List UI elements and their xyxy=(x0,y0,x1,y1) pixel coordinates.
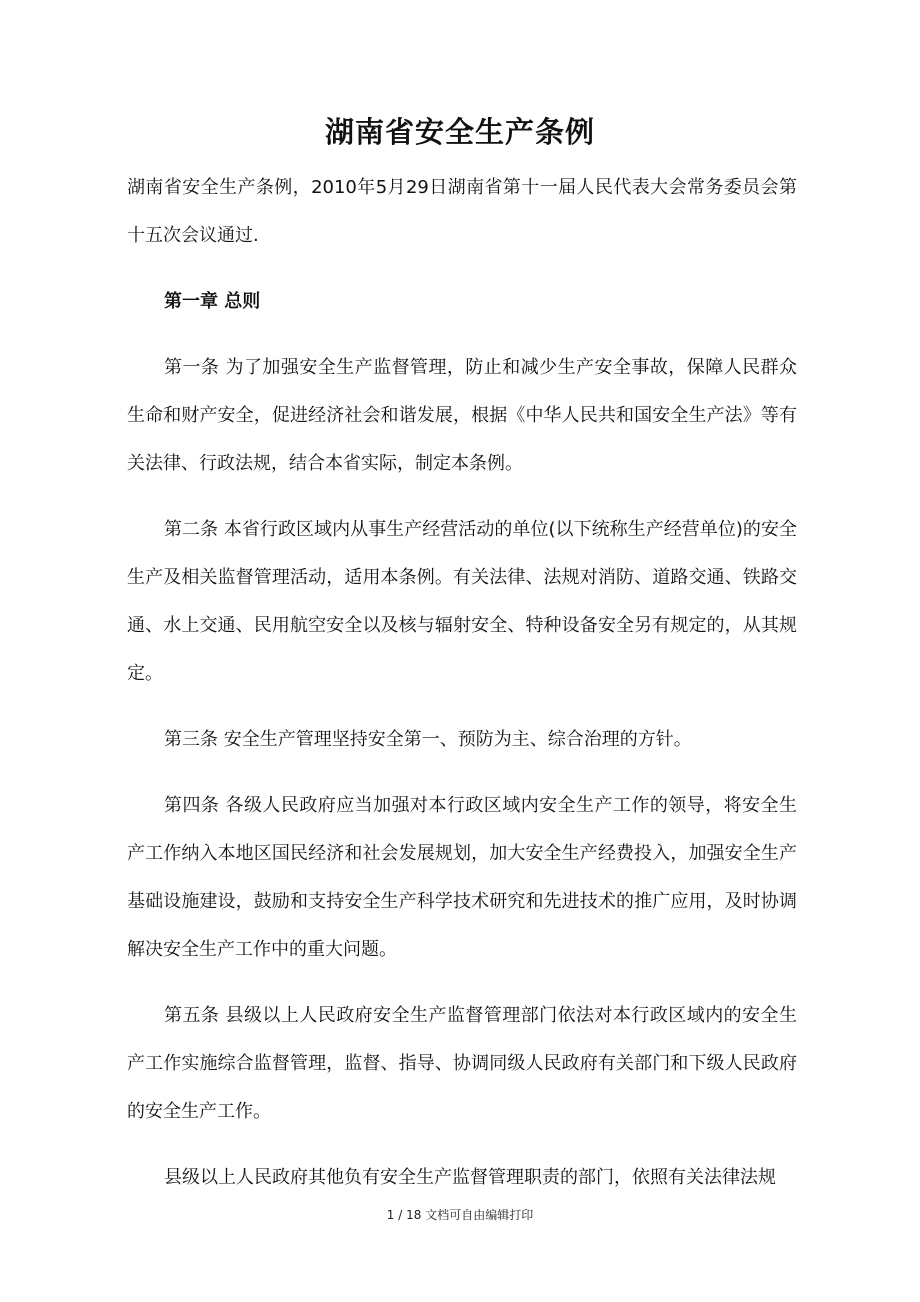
article-4: 第四条 各级人民政府应当加强对本行政区域内安全生产工作的领导，将安全生产工作纳入本地区国民经济和社会发展规划，加大安全生产经费投入，加强安全生产基础设施建设，鼓励和支持安全生产科学技术研究和先进技术的推广应用，及时协调解决安全生产工作中的重大问题。 xyxy=(127,795,797,960)
article-3: 第三条 安全生产管理坚持安全第一、预防为主、综合治理的方针。 xyxy=(164,729,692,750)
page-title: 湖南省安全生产条例 xyxy=(324,115,595,149)
chapter-heading: 第一章 总则 xyxy=(164,291,261,312)
article-2: 第二条 本省行政区域内从事生产经营活动的单位(以下统称生产经营单位)的安全生产及相关监督管理活动，适用本条例。有关法律、法规对消防、道路交通、铁路交通、水上交通、民用航空安全以及核与辐射安全、特种设备安全另有规定的，从其规定。 xyxy=(127,519,797,684)
article-5-continuation: 县级以上人民政府其他负有安全生产监督管理职责的部门，依照有关法律法规 xyxy=(164,1167,776,1188)
document-body xyxy=(127,164,797,1202)
page-footer: 1 / 18 文档可自由编辑打印 xyxy=(386,1208,534,1222)
intro-paragraph: 湖南省安全生产条例，2010年5月29日湖南省第十一届人民代表大会常务委员会第十五次会议通过. xyxy=(127,177,797,246)
article-5: 第五条 县级以上人民政府安全生产监督管理部门依法对本行政区域内的安全生产工作实施综合监督管理，监督、指导、协调同级人民政府有关部门和下级人民政府的安全生产工作。 xyxy=(127,1005,797,1122)
article-1: 第一条 为了加强安全生产监督管理，防止和减少生产安全事故，保障人民群众生命和财产安全，促进经济社会和谐发展，根据《中华人民共和国安全生产法》等有关法律、行政法规，结合本省实际，制定本条例。 xyxy=(127,357,797,474)
